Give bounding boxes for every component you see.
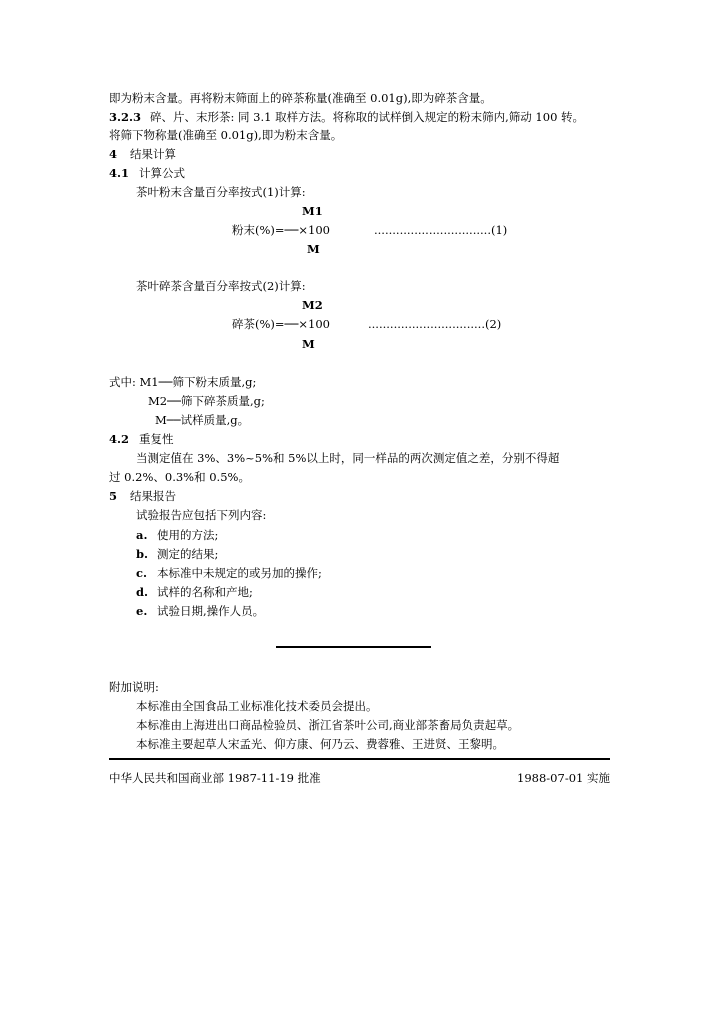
section-3-2-3-text-cont: 将筛下物称量(准确至 0.01g),即为粉末含量。 — [109, 128, 343, 142]
section-4-2-title: 重复性 — [139, 432, 174, 446]
appendix-line: 本标准由全国食品工业标准化技术委员会提出。 — [136, 699, 378, 713]
list-item: 试样的名称和产地; — [157, 585, 253, 599]
section-4-1-number: 4.1 — [109, 166, 130, 180]
formula-2-numerator: M2 — [302, 298, 323, 312]
list-item-marker: a. — [136, 528, 148, 542]
formula-1-denominator: M — [307, 242, 320, 256]
formula-2-denominator: M — [302, 337, 315, 351]
section-4-2-number: 4.2 — [109, 432, 130, 446]
body-text-continuation: 即为粉末含量。再将粉末筛面上的碎茶称量(准确至 0.01g),即为碎茶含量。 — [109, 91, 492, 105]
list-item-marker: b. — [136, 547, 149, 561]
formula-2-dots: ................................(2) — [368, 317, 502, 331]
where-line-1: 式中: M1──筛下粉末质量,g; — [109, 375, 257, 389]
where-line-2: M2──筛下碎茶质量,g; — [148, 394, 265, 408]
list-item: 使用的方法; — [157, 528, 219, 542]
formula-1-numerator: M1 — [302, 204, 323, 218]
footer-rule — [109, 758, 610, 760]
list-item: 试验日期,操作人员。 — [157, 604, 265, 618]
formula-1-intro: 茶叶粉末含量百分率按式(1)计算: — [136, 185, 306, 199]
formula-1-dots: ................................(1) — [374, 223, 508, 237]
end-of-text-rule — [276, 646, 431, 648]
appendix-title: 附加说明: — [109, 680, 159, 694]
section-5-title: 结果报告 — [130, 489, 176, 503]
formula-2-intro: 茶叶碎茶含量百分率按式(2)计算: — [136, 279, 306, 293]
list-item-marker: e. — [136, 604, 148, 618]
list-item: 本标准中未规定的或另加的操作; — [157, 566, 322, 580]
section-4-2-text: 当测定值在 3%、3%~5%和 5%以上时，同一样品的两次测定值之差，分别不得超 — [136, 451, 560, 465]
section-5-number: 5 — [109, 489, 118, 503]
formula-2-lhs: 碎茶(%)=──×100 — [232, 317, 330, 331]
where-line-3: M──试样质量,g。 — [155, 413, 250, 427]
footer-effective-date: 1988-07-01 实施 — [517, 771, 610, 785]
section-4-2-text-cont: 过 0.2%、0.3%和 0.5%。 — [109, 470, 250, 484]
list-item-marker: c. — [136, 566, 148, 580]
section-5-intro: 试验报告应包括下列内容: — [136, 508, 267, 522]
section-4-1-title: 计算公式 — [139, 166, 185, 180]
section-4-title: 结果计算 — [130, 147, 176, 161]
list-item: 测定的结果; — [157, 547, 219, 561]
formula-1-lhs: 粉末(%)=──×100 — [232, 223, 330, 237]
section-3-2-3-text: 碎、片、末形茶: 同 3.1 取样方法。将称取的试样倒入规定的粉末筛内,筛动 100 转。 — [150, 110, 585, 124]
section-4-number: 4 — [109, 147, 118, 161]
appendix-line: 本标准主要起草人宋孟光、仰方康、何乃云、费蓉雅、王进贤、王黎明。 — [136, 737, 504, 751]
list-item-marker: d. — [136, 585, 149, 599]
footer-approval: 中华人民共和国商业部 1987-11-19 批准 — [109, 771, 321, 785]
section-3-2-3-number: 3.2.3 — [109, 110, 142, 124]
appendix-line: 本标准由上海进出口商品检验员、浙江省茶叶公司,商业部茶畜局负责起草。 — [136, 718, 520, 732]
